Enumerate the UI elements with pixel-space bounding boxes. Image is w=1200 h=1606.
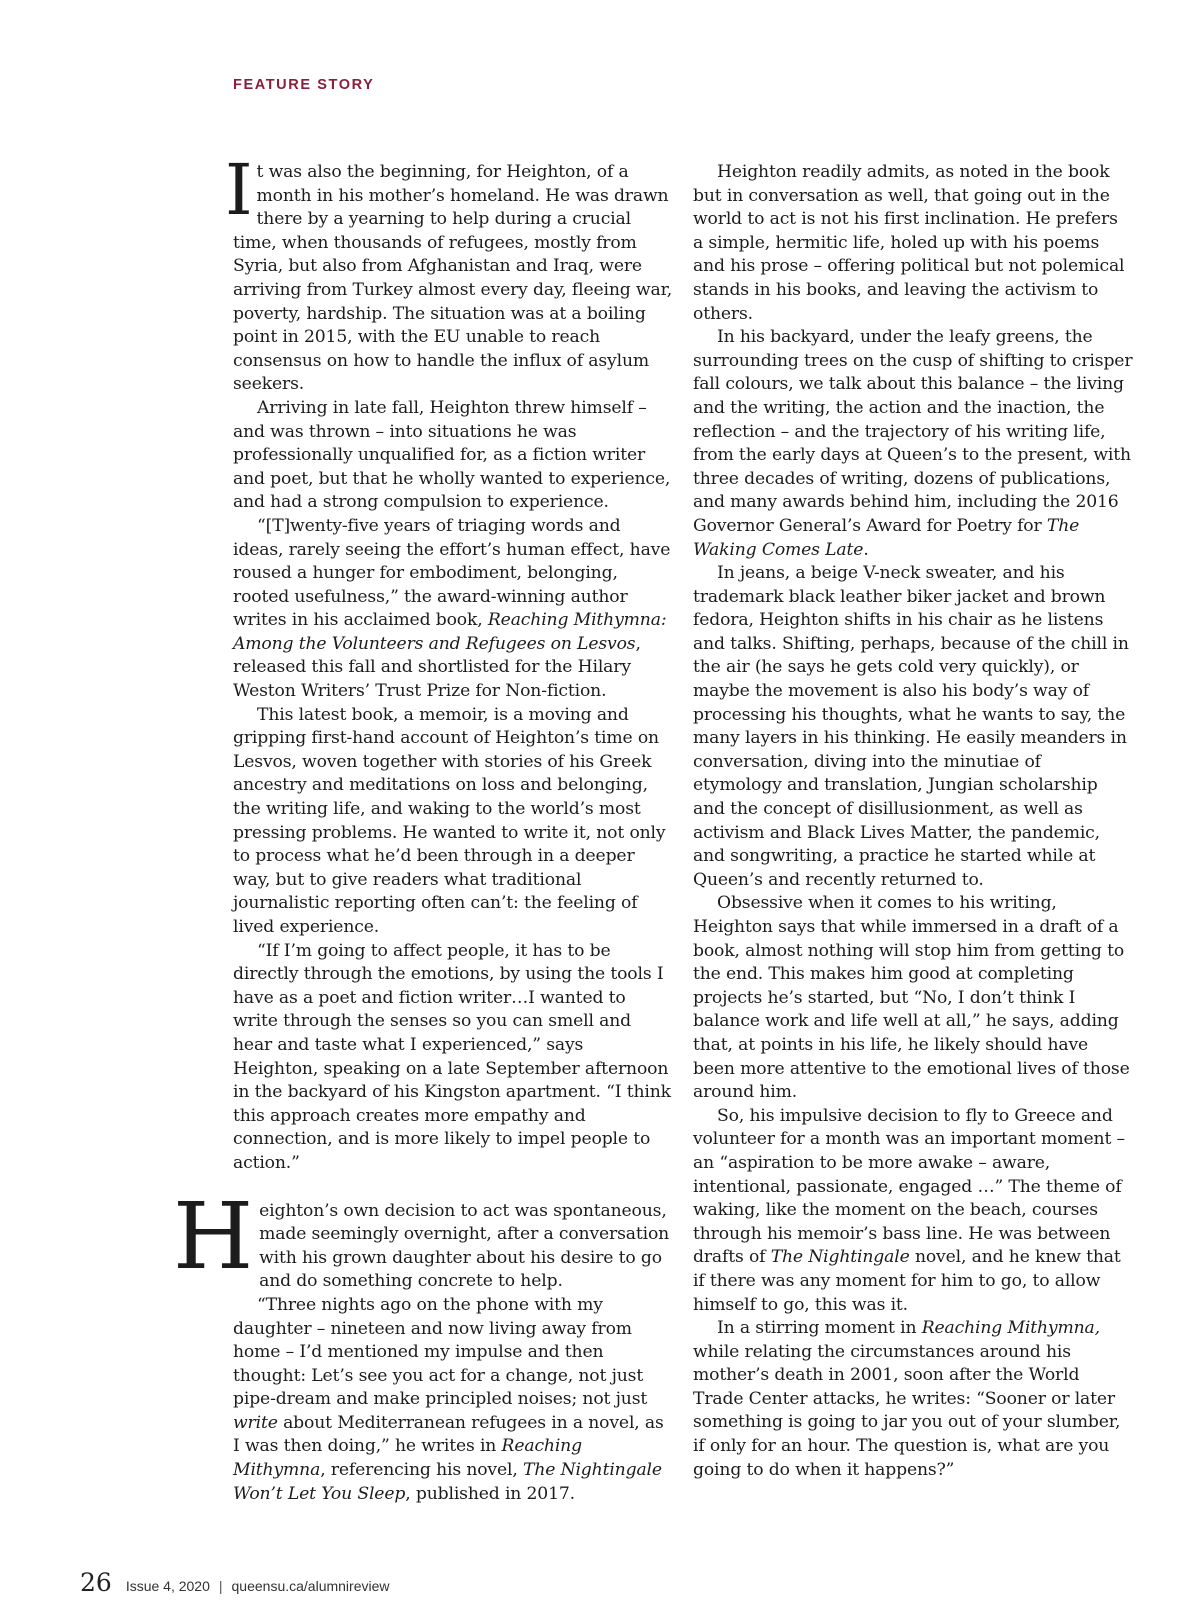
- article-column-left: [173, 149, 673, 1506]
- article-paragraph: Heighton readily admits, as noted in the book but in conversation as well, that going out in the world to act is not his first inclination. He prefers a simple, hermitic life, holed up with his poems and his prose – offering political but not polemical stands in his books, and leaving the activism to others.: [693, 162, 1125, 324]
- drop-cap: I: [225, 149, 253, 231]
- article-paragraph: In jeans, a beige V-neck sweater, and his trademark black leather biker jacket and brown fedora, Heighton shifts in his chair as he listens and talks. Shifting, perhaps, because of the chill in the air (he says he gets cold very quickly), or maybe the movement is also his body’s way of processing his thoughts, what he wants to say, the many layers in his thinking. He easily meanders in conversation, diving into the minutiae of etymology and translation, Jungian scholarship and the concept of disillusionment, as well as activism and Black Lives Matter, the pandemic, and songwriting, a practice he started while at Queen’s and recently returned to.: [693, 563, 1129, 890]
- article-paragraph: Heighton’s own decision to act was spontaneous, made seemingly overnight, after a conversation with his grown daughter about his desire to go and do something concrete to help.: [173, 1182, 670, 1292]
- article-paragraph: “Three nights ago on the phone with my daughter – nineteen and now living away from home – I’d mentioned my impulse and then thought: Let’s see you act for a change, not just pipe-dream and make principled noises; not just write about Mediterranean refugees in a novel, as I was then doing,” he writes in Reaching Mithymna, referencing his novel, The Nightingale Won’t Let You Sleep, published in 2017.: [233, 1294, 664, 1504]
- article-paragraph: So, his impulsive decision to fly to Greece and volunteer for a month was an important moment – an “aspiration to be more awake – aware, intentional, passionate, engaged …” The theme of waking, like the moment on the beach, courses through his memoir’s bass line. He was between drafts of The Nightingale novel, and he knew that if there was any moment for him to go, to allow himself to go, this was it.: [693, 1105, 1125, 1315]
- book-title: The Nightingale: [770, 1247, 910, 1268]
- article-paragraph: Obsessive when it comes to his writing, Heighton says that while immersed in a draft of a book, almost nothing will stop him from getting to the end. This makes him good at completing projects he’s started, but “No, I don’t think I balance work and life well at all,” he says, adding that, at points in his life, he likely should have been more attentive to the emotional lives of those around him.: [693, 893, 1130, 1103]
- book-title: Reaching Mithymna,: [921, 1318, 1100, 1339]
- book-title: Reaching Mithymna: Among the Volunteers and Refugees on Lesvos: [233, 610, 667, 654]
- section-break: [233, 1176, 673, 1200]
- footer-url: queensu.ca/alumnireview: [231, 1578, 390, 1594]
- article-paragraph: Arriving in late fall, Heighton threw himself – and was thrown – into situations he was professionally unqualified for, as a fiction writer and poet, but that he wholly wanted to experience, and had a strong compulsion to experience.: [233, 397, 671, 513]
- article-paragraph: It was also the beginning, for Heighton, of a month in his mother’s homeland. He was drawn there by a yearning to help during a crucial time, when thousands of refugees, mostly from Syria, but also from Afghanistan and Iraq, were arriving from Turkey almost every day, fleeing war, poverty, hardship. The situation was at a boiling point in 2015, with the EU unable to reach consensus on how to handle the influx of asylum seekers.: [225, 149, 673, 395]
- article-column-right: [693, 161, 1133, 1482]
- book-title: The Nightingale Won’t Let You Sleep: [233, 1460, 662, 1504]
- issue-label: Issue 4, 2020: [125, 1578, 210, 1594]
- article-paragraph: In his backyard, under the leafy greens, the surrounding trees on the cusp of shifting to crisper fall colours, we talk about this balance – the living and the writing, the action and the inaction, the reflection – and the trajectory of his writing life, from the early days at Queen’s to the present, with three decades of writing, dozens of publications, and many awards behind him, including the 2016 Governor General’s Award for Poetry for The Waking Comes Late.: [693, 327, 1133, 560]
- article-paragraph: In a stirring moment in Reaching Mithymna, while relating the circumstances around his mother’s death in 2001, soon after the World Trade Center attacks, he writes: “Sooner or later something is going to jar you out of your slumber, if only for an hour. The question is, what are you going to do when it happens?”: [693, 1318, 1121, 1480]
- article-paragraph: “If I’m going to affect people, it has to be directly through the emotions, by using the tools I have as a poet and fiction writer…I wanted to write through the senses so you can smell and hear and taste what I experienced,” says Heighton, speaking on a late September afternoon in the backyard of his Kingston apartment. “I think this approach creates more empathy and connection, and is more likely to impel people to action.”: [233, 940, 671, 1173]
- footer-separator: |: [218, 1578, 223, 1594]
- page-footer: [80, 1568, 390, 1597]
- book-title: The Waking Comes Late: [693, 515, 1080, 560]
- article-paragraph: This latest book, a memoir, is a moving and gripping first-hand account of Heighton’s time on Lesvos, woven together with stories of his Greek ancestry and meditations on loss and belonging, the writing life, and waking to the world’s most pressing problems. He wanted to write it, not only to process what he’d been through in a deeper way, but to give readers what traditional journalistic reporting often can’t: the feeling of lived experience.: [233, 704, 666, 937]
- article-paragraph: “[T]wenty-five years of triaging words and ideas, rarely seeing the effort’s human effect, have roused a hunger for embodiment, belonging, rooted usefulness,” the award-winning author writes in his acclaimed book, Reaching Mithymna: Among the Volunteers and Refugees on Lesvos, released this fall and shortlisted for the Hilary Weston Writers’ Trust Prize for Non-fiction.: [233, 515, 671, 702]
- section-label: FEATURE STORY: [233, 77, 375, 93]
- book-title: Reaching Mithymna: [233, 1436, 582, 1481]
- page-number: 26: [80, 1568, 112, 1597]
- drop-cap: H: [173, 1182, 254, 1290]
